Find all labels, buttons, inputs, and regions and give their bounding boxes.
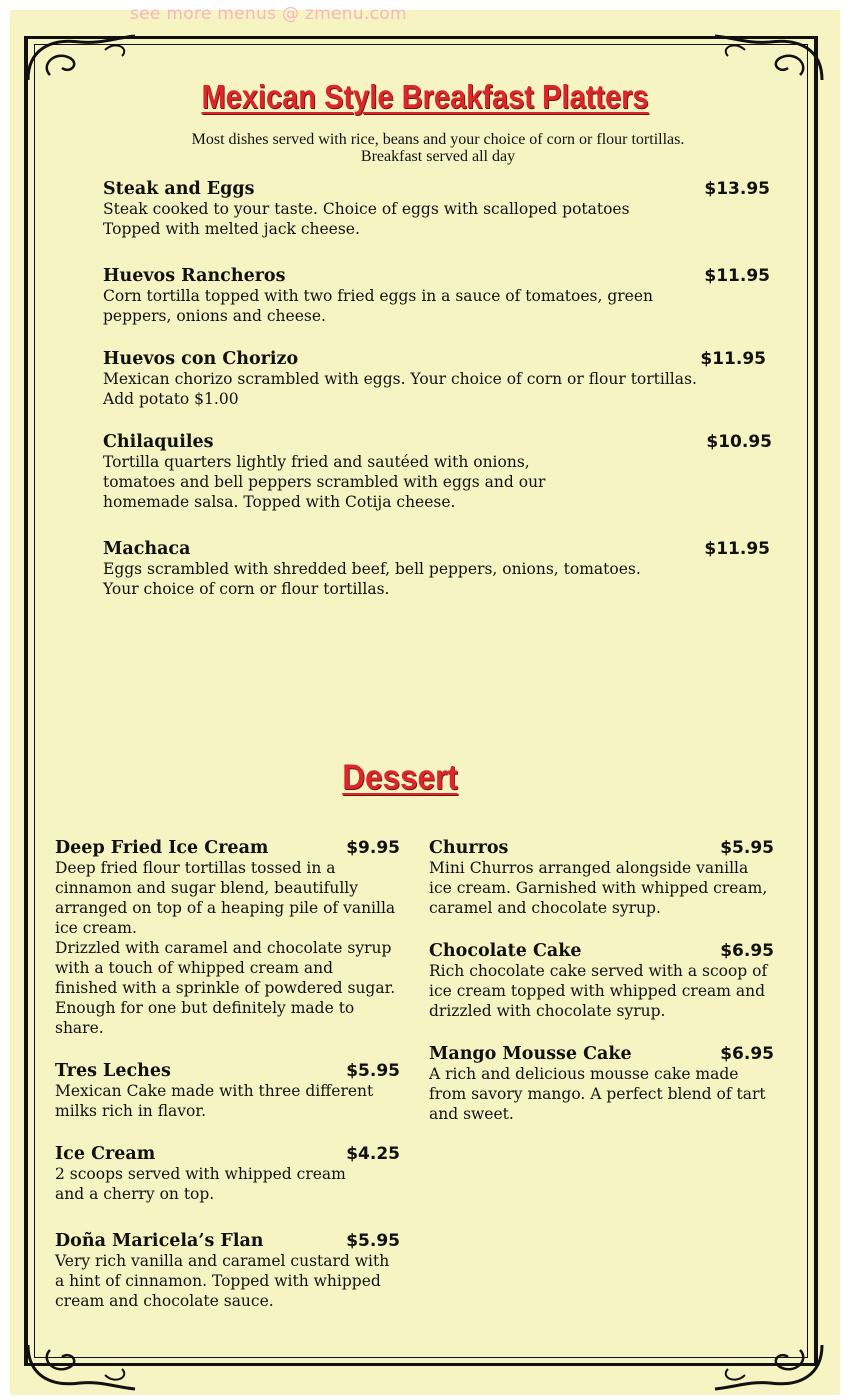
menu-item	[103, 539, 770, 599]
item-name: Doña Maricela’s Flan	[55, 1231, 264, 1251]
menu-item	[103, 432, 772, 512]
subtitle-line: Breakfast served all day	[360, 148, 516, 165]
item-name: Mango Mousse Cake	[429, 1044, 632, 1064]
menu-item	[429, 838, 774, 918]
subtitle-line: Most dishes served with rice, beans and your choice of corn or flour tortillas.	[191, 131, 685, 148]
item-description: Tortilla quarters lightly fried and sautéed with onions, tomatoes and bell peppers scrambled with eggs and our homemade salsa. Topped with Cotija cheese.	[103, 453, 546, 511]
item-name: Chilaquiles	[103, 432, 214, 452]
breakfast-subtitle	[0, 131, 850, 165]
item-price: $5.95	[346, 1231, 400, 1251]
item-name: Ice Cream	[55, 1144, 156, 1164]
item-name: Machaca	[103, 539, 191, 559]
menu-item	[55, 1231, 400, 1311]
watermark-text: see more menus @ zmenu.com	[130, 4, 407, 24]
item-description: Mini Churros arranged alongside vanilla ice cream. Garnished with whipped cream, caramel and chocolate syrup.	[429, 859, 768, 917]
scroll-corner-icon	[710, 1335, 830, 1395]
item-description: A rich and delicious mousse cake made from savory mango. A perfect blend of tart and sweet.	[429, 1065, 766, 1123]
item-description: Corn tortilla topped with two fried eggs in a sauce of tomatoes, green peppers, onions and cheese.	[103, 287, 654, 325]
item-name: Tres Leches	[55, 1061, 171, 1081]
item-description: Mexican chorizo scrambled with eggs. Your choice of corn or flour tortillas. Add potato $1.00	[103, 370, 697, 408]
item-price: $9.95	[346, 838, 400, 858]
item-description: Rich chocolate cake served with a scoop of ice cream topped with whipped cream and drizzled with chocolate syrup.	[429, 962, 768, 1020]
scroll-corner-icon	[20, 1335, 140, 1395]
dessert-section-title: Dessert	[342, 758, 458, 797]
item-price: $5.95	[720, 838, 774, 858]
item-description: 2 scoops served with whipped cream and a cherry on top.	[55, 1165, 346, 1203]
item-name: Huevos Rancheros	[103, 266, 286, 286]
item-price: $6.95	[720, 941, 774, 961]
menu-item	[103, 349, 766, 409]
item-price: $13.95	[704, 179, 770, 199]
item-price: $10.95	[706, 432, 772, 452]
menu-item	[103, 266, 770, 326]
menu-item	[103, 179, 770, 239]
item-price: $11.95	[704, 539, 770, 559]
menu-item	[429, 1044, 774, 1124]
item-description: Very rich vanilla and caramel custard with a hint of cinnamon. Topped with whipped cream and chocolate sauce.	[55, 1252, 390, 1310]
item-price: $11.95	[700, 349, 766, 369]
breakfast-section-title: Mexican Style Breakfast Platters	[201, 78, 649, 115]
menu-item	[55, 1061, 400, 1121]
item-name: Steak and Eggs	[103, 179, 255, 199]
menu-item	[55, 838, 400, 1038]
item-price: $11.95	[704, 266, 770, 286]
item-description: Eggs scrambled with shredded beef, bell peppers, onions, tomatoes. Your choice of corn or flour tortillas.	[103, 560, 641, 598]
item-name: Deep Fried Ice Cream	[55, 838, 269, 858]
menu-item	[429, 941, 774, 1021]
item-name: Chocolate Cake	[429, 941, 582, 961]
item-description: Deep fried flour tortillas tossed in a cinnamon and sugar blend, beautifully arranged on top of a heaping pile of vanilla ice cream. Drizzled with caramel and chocolate syrup with a touch of whipped cream and finished with a sprinkle of powdered sugar. Enough for one but definitely made to share.	[55, 859, 396, 1037]
item-description: Steak cooked to your taste. Choice of eggs with scalloped potatoes Topped with melted jack cheese.	[103, 200, 630, 238]
menu-item	[55, 1144, 400, 1204]
item-price: $5.95	[346, 1061, 400, 1081]
item-name: Huevos con Chorizo	[103, 349, 299, 369]
item-price: $6.95	[720, 1044, 774, 1064]
item-price: $4.25	[346, 1144, 400, 1164]
item-name: Churros	[429, 838, 509, 858]
item-description: Mexican Cake made with three different milks rich in flavor.	[55, 1082, 374, 1120]
